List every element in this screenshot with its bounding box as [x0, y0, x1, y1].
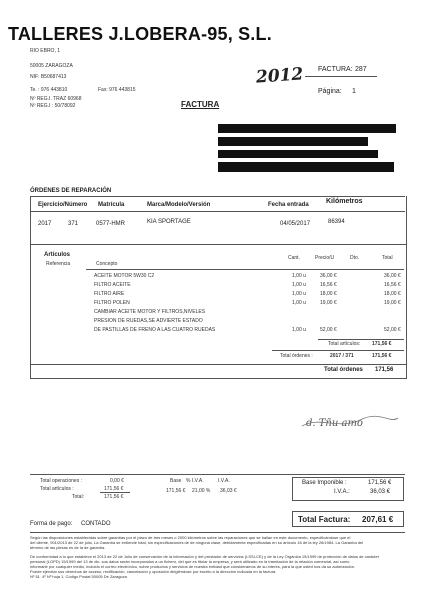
orden-km: 86394 — [328, 219, 345, 225]
registry-1: Nº REG.I. TRAZ 60968 — [30, 96, 82, 102]
factura-label: FACTURA: — [318, 66, 353, 73]
address-line1: RIO EBRO, 1 — [30, 48, 61, 54]
ordenes-title: ÓRDENES DE REPARACIÓN — [30, 188, 112, 194]
header-marca: Marca/Modelo/Versión — [147, 202, 211, 208]
header-precio: Precio/U — [315, 255, 335, 261]
total-ordenes-big-label: Total órdenes — [324, 367, 363, 373]
orden-marca: KIA SPORTAGE — [147, 219, 191, 225]
header-cant: Cant. — [288, 255, 300, 261]
footer-rule — [30, 532, 405, 533]
articulo-total: 18,00 € — [384, 291, 401, 297]
tax-base: 171,56 € — [166, 488, 186, 494]
articulo-line — [94, 273, 404, 282]
registry-2: Nº REG.I : 50/78092 — [30, 103, 76, 109]
articulo-concepto: FILTRO ACEITE — [94, 282, 131, 288]
factura-number: 287 — [355, 66, 367, 73]
total-articulos-rule — [318, 339, 404, 340]
ordenes-header-rule — [30, 211, 405, 212]
redacted-line-3 — [218, 150, 378, 158]
redacted-line-4 — [218, 162, 394, 172]
orden-matricula: 0577-HMR — [96, 221, 126, 227]
total-ordenes-big-value: 171,56 — [375, 367, 394, 373]
signature-scribble — [300, 412, 400, 432]
legal-line-5: personal (LOPD) 15/1999 del 13 de dic. sus datos serán incorporados a un fichero, del que es titular la empresa, y será utilizado en la tramitación de la relación comercial, así como — [30, 558, 350, 564]
articulo-precio: 18,00 € — [320, 291, 337, 297]
header-total: Total — [382, 255, 393, 261]
iva-label: I.V.A.: — [334, 489, 350, 495]
tax-header-pct: % I.V.A. — [186, 478, 204, 484]
articulo-total: 16,56 € — [384, 282, 401, 288]
legal-line-4: De conformidad a lo que establece el 2013 de 22 de Julio de conservación de la información y del prestador de servicios (LSSI-CE) y de la Ley Orgánica 15/1999 de protección de datos de carácter — [30, 553, 380, 559]
articulo-total: 52,00 € — [384, 327, 401, 333]
total-articulos-value: 171,56 € — [372, 341, 392, 347]
articulo-precio: 36,00 € — [320, 273, 337, 279]
factura-underline — [305, 76, 377, 77]
legal-line-1: Según las disposiciones establecidas sobre garantías por el plazo de tres meses o 2000 kilómetros sobre las reparaciones que se hallan en este documento, especificándose que el — [30, 535, 351, 540]
articulo-precio: 19,00 € — [320, 300, 337, 306]
tax-header-iva: I.V.A. — [218, 478, 230, 484]
total-ordenes-rule — [272, 350, 404, 351]
summary-top-rule — [30, 474, 405, 475]
redacted-line-2 — [218, 137, 368, 146]
articulos-header-rule — [86, 269, 404, 270]
total-ordenes-label: Total órdenes : — [280, 353, 313, 359]
total-operaciones-label: Total operaciones : — [40, 478, 82, 484]
total-factura-label: Total Factura: — [298, 515, 351, 524]
header-fecha: Fecha entrada — [268, 202, 309, 208]
articulo-line — [94, 309, 404, 318]
summary-total-articulos-value: 171,56 € — [104, 486, 124, 492]
document-title: FACTURA — [181, 100, 220, 109]
articulo-precio: 16,56 € — [320, 282, 337, 288]
fax: Fax: 976 443815 — [98, 87, 136, 93]
header-matricula: Matrícula — [98, 202, 125, 208]
total-factura-value: 207,61 € — [362, 515, 394, 524]
articulo-line — [94, 291, 404, 300]
nif: NIF: B50687413 — [30, 74, 67, 80]
orden-ejercicio: 2017 — [38, 221, 52, 227]
legal-line-8: Nº 51. 4º Nº hoja 1. Código Postal 50005 De Zaragoza — [30, 574, 127, 580]
total-articulos-label: Total artículos: — [328, 341, 361, 347]
header-concepto: Concepto — [96, 261, 118, 267]
legal-footer — [30, 535, 405, 580]
orden-fecha: 04/05/2017 — [280, 221, 311, 227]
articulo-total: 36,00 € — [384, 273, 401, 279]
summary-total-value: 171,56 € — [104, 494, 124, 500]
articulos-title: Artículos — [44, 252, 71, 258]
header-km: Kilómetros — [326, 198, 363, 205]
redacted-line-1 — [218, 124, 396, 133]
articulo-cant: 1,00 u — [292, 291, 306, 297]
tax-pct: 21,00 % — [192, 488, 211, 494]
articulo-total: 19,00 € — [384, 300, 401, 306]
articulo-cant: 1,00 u — [292, 300, 306, 306]
articulos-lines — [94, 273, 404, 336]
articulo-concepto: CAMBIAR ACEITE MOTOR Y FILTROS,NIVELES — [94, 309, 206, 315]
header-dto: Dto. — [350, 255, 360, 261]
forma-pago-label: Forma de pago: — [30, 521, 73, 527]
orden-numero: 371 — [68, 221, 79, 227]
legal-line-3: término de las piezas es de la de garantía. — [30, 545, 106, 551]
pagina-label: Página: — [318, 88, 342, 95]
articulo-cant: 1,00 u — [292, 273, 306, 279]
articulo-line — [94, 318, 404, 327]
articulo-concepto: DE PASTILLAS DE FRENO A LAS CUATRO RUEDAS — [94, 327, 216, 333]
articulo-concepto: ACEITE MOTOR 5W30 C2 — [94, 273, 155, 279]
signature: d. Tñu amo — [306, 418, 363, 429]
articulo-line — [94, 282, 404, 291]
articulo-precio: 52,00 € — [320, 327, 337, 333]
summary-total-label: Total: — [72, 494, 84, 500]
legal-line-2: del cliente, 901/2013 de 22 de julio, La Garantía se entiende total, sin especificaciones de de ninguna clase, debidamente especificadas en su artículo 16 de la ley 26/1984. La Garantía del — [30, 540, 364, 546]
tax-header-base: Base — [170, 478, 182, 484]
articulo-concepto: FILTRO POLEN — [94, 300, 130, 306]
company-name: TALLERES J.LOBERA-95, S.L. — [8, 24, 272, 44]
articulo-cant: 1,00 u — [292, 282, 306, 288]
telephone: Te. : 976 443810 — [30, 87, 68, 93]
summary-rule — [100, 492, 130, 493]
total-ordenes-value: 171,56 € — [372, 353, 392, 359]
total-ordenes-ref: 2017 / 371 — [330, 353, 354, 359]
handwritten-year: 2012 — [255, 64, 304, 88]
total-operaciones-value: 0,00 € — [110, 478, 124, 484]
base-imponible-label: Base Imponible : — [302, 480, 347, 486]
legal-line-6: informarle por cualquier medio, incluido el correo electrónico, sobre productos y servicios de nuestra entidad que consideramos de su interés, para la que usted nos da su autorización. — [30, 564, 356, 570]
articulo-concepto: PRESION DE RUEDAS,SE ADVIERTE ESTADO — [94, 318, 203, 324]
base-imponible-value: 171,56 € — [368, 480, 392, 486]
header-ejercicio-numero: Ejercicio/Número — [38, 202, 88, 208]
articulo-concepto: FILTRO AIRE — [94, 291, 125, 297]
tax-iva: 36,03 € — [220, 488, 237, 494]
articulo-line — [94, 327, 404, 336]
legal-line-7: Puede ejercitar sus derechos de acceso, rectificación, cancelación y oposición dirigiéndose por escrito a la dirección indicada en la factura. — [30, 569, 277, 575]
iva-value: 36,03 € — [370, 489, 391, 495]
forma-pago-value: CONTADO — [81, 521, 111, 527]
articulo-line — [94, 300, 404, 309]
address-line2: 50005 ZARAGOZA — [30, 63, 73, 69]
pagina-number: 1 — [352, 88, 356, 95]
summary-total-articulos-label: Total artículos : — [40, 486, 74, 492]
articulo-cant: 1,00 u — [292, 327, 306, 333]
header-referencia: Referencia — [46, 261, 71, 267]
